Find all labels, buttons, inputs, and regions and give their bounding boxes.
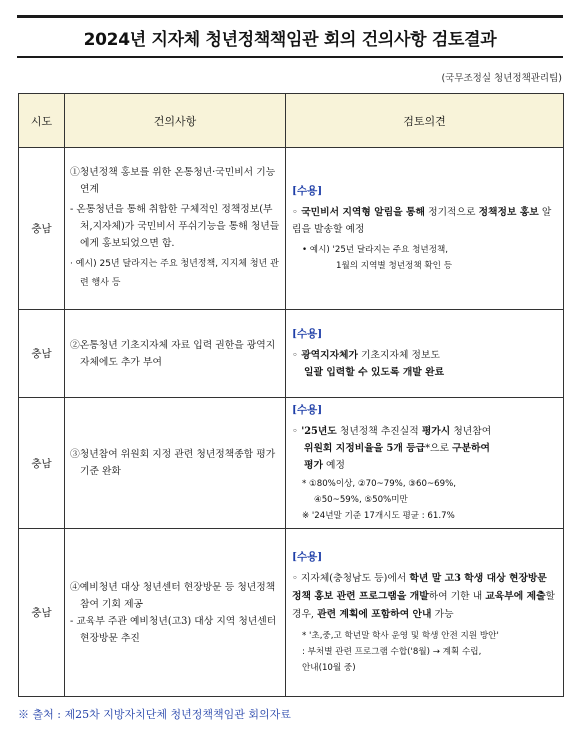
review-text: ◦ 광역지자체가	[292, 350, 358, 361]
review-text: 알림을 발송할 예정	[292, 207, 552, 235]
table-row	[19, 310, 564, 398]
review-line: 일괄 입력할 수 있도록 개발 완료	[304, 367, 445, 378]
review-cell	[286, 398, 564, 529]
review-note: : 부처별 관련 프로그램 수합('8월) → 계획 수립,	[302, 647, 482, 657]
review-tag: [수용]	[292, 404, 323, 416]
suggestion-cell	[65, 148, 286, 310]
table-row	[19, 148, 564, 310]
region-cell: 충남	[19, 529, 65, 697]
review-note: ※ '24년말 기준 17개시도 평균 : 61.7%	[302, 511, 455, 521]
suggestion-cell	[65, 529, 286, 697]
region-cell: 충남	[19, 148, 65, 310]
review-text: *으로	[425, 443, 453, 454]
review-note: * ①80%이상, ②70~79%, ③60~69%,	[302, 479, 456, 489]
review-text: 정책정보 홍보	[478, 207, 539, 218]
review-table	[18, 93, 564, 697]
review-text: 교육부에 제출	[485, 591, 546, 602]
review-text: 관련 계획에 포함하여 안내	[317, 609, 432, 620]
suggestion-main: ③청년참여 위원회 지정 관련 청년정책종합 평가 기준 완화	[70, 449, 276, 477]
header-review: 검토의견	[286, 94, 564, 148]
document-title: 2024년 지자체 청년정책책임관 회의 건의사항 검토결과	[83, 30, 497, 50]
review-text: 위원회 지정비율을 5개 등급	[304, 443, 426, 454]
review-tag: [수용]	[292, 551, 323, 563]
review-tag: [수용]	[292, 328, 323, 340]
suggestion-example: · 예시) 25년 달라지는 주요 청년정책, 지지체 청년 관련 행사 등	[70, 259, 279, 288]
review-text: 정기적으로	[425, 207, 479, 218]
suggestion-main: ①청년정책 홍보를 위한 온통청년·국민비서 기능 연계	[70, 167, 276, 195]
department-label: (국무조정실 청년정책관리팀)	[441, 73, 562, 84]
table-header-row	[19, 94, 564, 148]
suggestion-main: ②온통청년 기초지자체 자료 입력 권한을 광역지자체에도 추가 부여	[70, 339, 276, 368]
review-note: ④50~59%, ⑤50%미만	[314, 495, 408, 505]
review-note: 안내(10월 중)	[302, 663, 356, 673]
review-line	[292, 440, 557, 457]
review-text: 학년 말 고3 학생 대상 현장방문 정책 홍보 관련 프로그램을 개발	[292, 573, 547, 602]
suggestion-sub: - 온통청년을 통해 취합한 구체적인 정책정보(부처,지자체)가 국민비서 푸쉬기능을 통해 청년들에게 홍보되었으면 함.	[70, 204, 280, 249]
review-main	[292, 204, 557, 238]
review-cell	[286, 529, 564, 697]
review-text: 평가시	[421, 426, 451, 437]
review-paragraph	[292, 570, 557, 624]
title-block	[17, 15, 563, 58]
suggestion-sub: - 교육부 주관 예비청년(고3) 대상 지역 청년센터 현장방문 추진	[70, 615, 277, 644]
review-text: ◦ 지자체(충청남도 등)에서	[292, 573, 410, 584]
review-line	[292, 423, 557, 440]
review-note: • 예시) '25년 달라지는 주요 청년정책,	[302, 245, 449, 255]
title-bottom-rule	[17, 56, 563, 58]
review-note: * '초,중,고 학년말 학사 운영 및 학생 안전 지원 방안'	[302, 631, 499, 641]
review-text: ◦ 국민비서 지역형 알림을 통해	[292, 207, 425, 218]
review-cell	[286, 148, 564, 310]
review-text: 하여 기한 내	[428, 591, 486, 602]
review-note: 1월의 지역별 청년정책 확인 등	[336, 261, 453, 271]
review-line	[292, 457, 557, 474]
table-row	[19, 529, 564, 697]
review-text: 청년정책 추진실적	[336, 426, 422, 437]
review-text: 할 경우,	[292, 591, 556, 620]
review-text: 기초지자체 정보도	[357, 350, 440, 361]
suggestion-cell	[65, 310, 286, 398]
review-text: 청년참여	[450, 426, 492, 437]
review-text: 가능	[431, 609, 454, 620]
review-text: ◦ '25년도	[292, 426, 337, 437]
review-text: 예정	[322, 460, 345, 471]
review-text: 평가	[304, 460, 323, 471]
suggestion-cell	[65, 398, 286, 529]
header-suggestion: 건의사항	[65, 94, 286, 148]
header-region: 시도	[19, 94, 65, 148]
suggestion-main: ④예비청년 대상 청년센터 현장방문 등 청년정책 참여 기회 제공	[70, 581, 276, 610]
review-text: 구분하여	[452, 443, 490, 454]
source-footer: ※ 출처 : 제25차 지방자치단체 청년정책책임관 회의자료	[18, 708, 291, 721]
review-tag: [수용]	[292, 185, 323, 197]
review-cell	[286, 310, 564, 398]
region-cell: 충남	[19, 398, 65, 529]
table-row	[19, 398, 564, 529]
region-cell: 충남	[19, 310, 65, 398]
review-line	[292, 347, 557, 364]
